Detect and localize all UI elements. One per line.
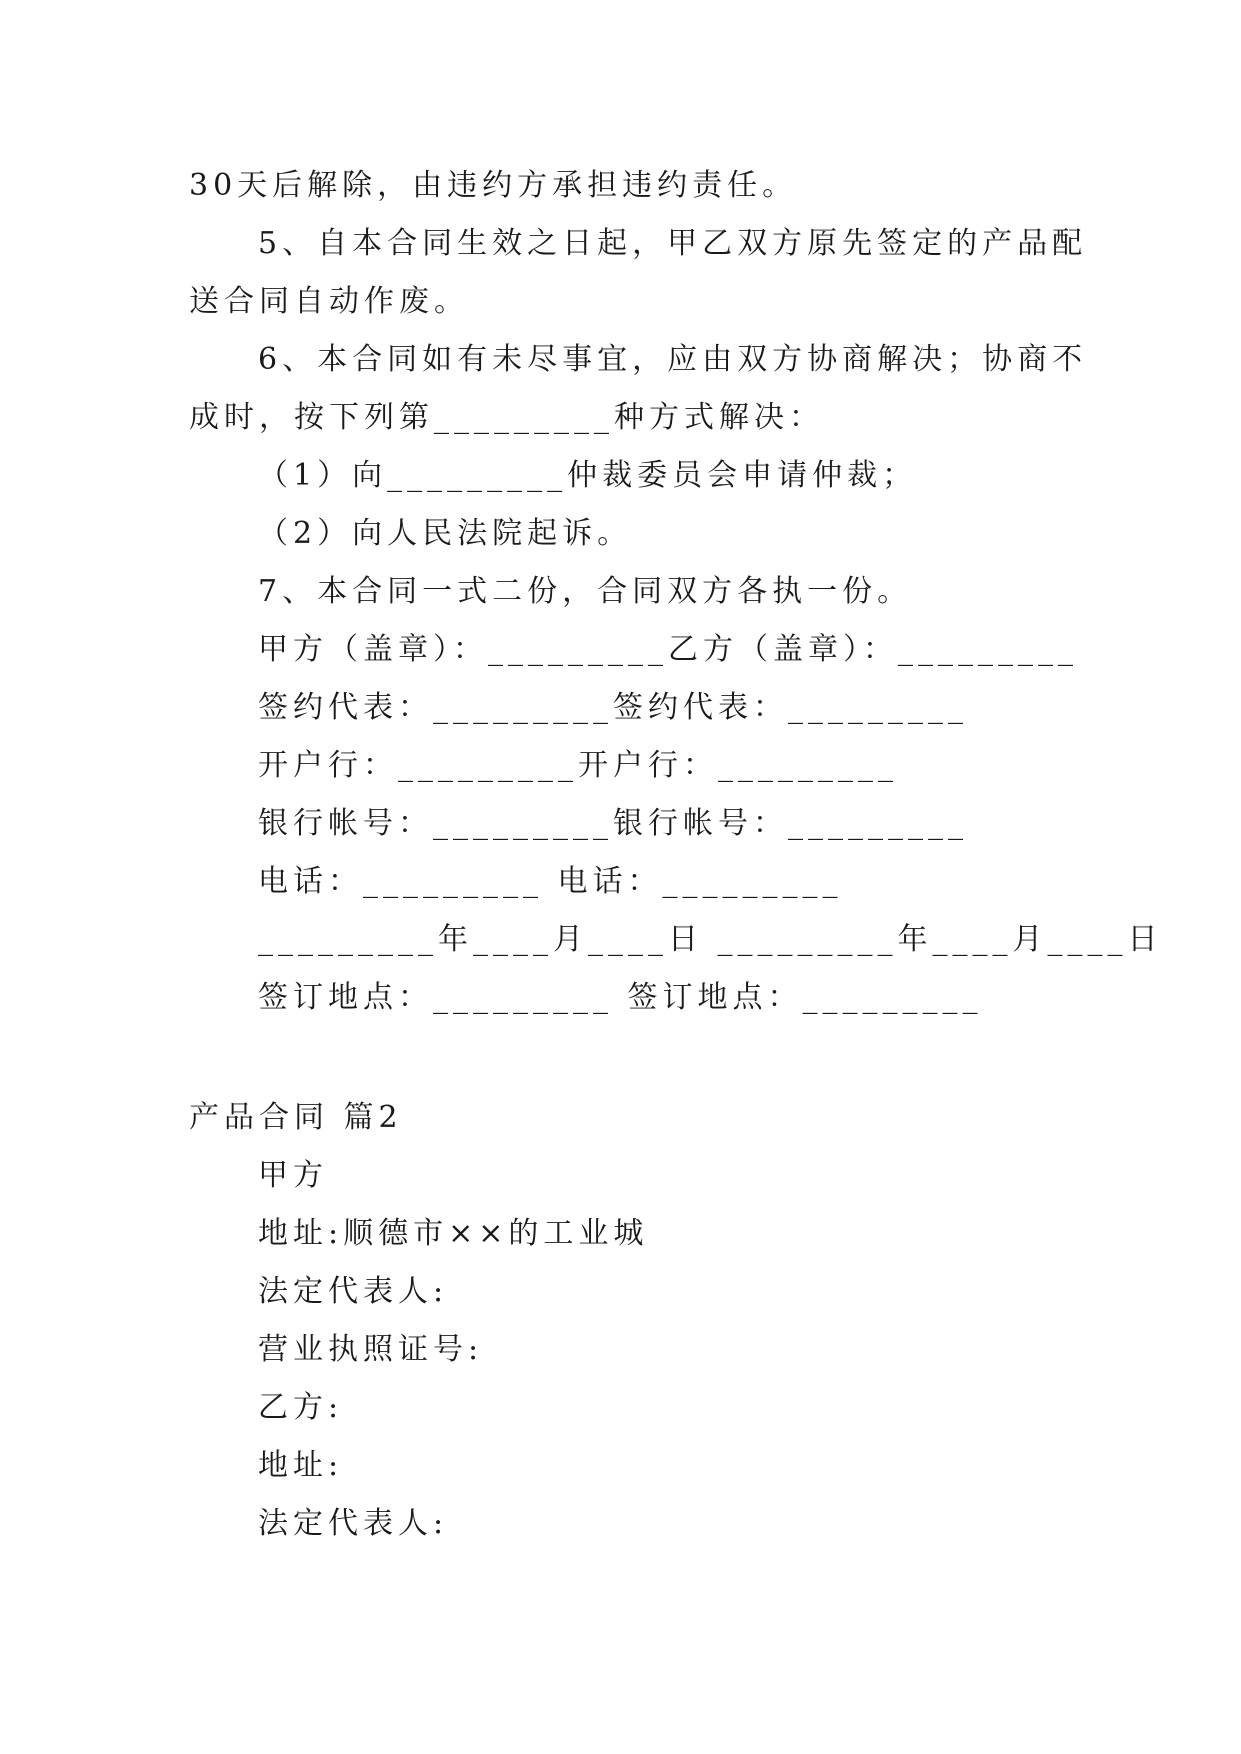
signature-line-place: 签订地点：_________ 签订地点：_________ (258, 980, 983, 1015)
text-line: 营业执照证号: (258, 1332, 484, 1367)
text-line: 送合同自动作废。 (189, 284, 469, 319)
signature-line-date: _________年____月____日 _________年____月____日 (258, 922, 1163, 957)
signature-line-phone: 电话：_________ 电话：_________ (258, 864, 843, 899)
text-line: （1）向_________仲裁委员会申请仲裁； (258, 458, 918, 493)
signature-line-account: 银行帐号：_________银行帐号：_________ (258, 806, 968, 841)
text-line: 法定代表人: (258, 1274, 449, 1309)
text-line: 30天后解除，由违约方承担违约责任。 (189, 168, 798, 203)
signature-line-representative: 签约代表：_________签约代表：_________ (258, 690, 968, 725)
text-line: （2）向人民法院起诉。 (258, 516, 633, 551)
text-line: 地址: (258, 1448, 344, 1483)
text-line: 成时，按下列第_________种方式解决： (189, 400, 824, 435)
text-line: 地址:顺德市××的工业城 (258, 1216, 649, 1251)
signature-line-bank: 开户行：_________开户行：_________ (258, 748, 898, 783)
text-line: 乙方: (258, 1390, 344, 1425)
text-line: 5、自本合同生效之日起，甲乙双方原先签定的产品配 (258, 226, 1088, 261)
signature-line-party: 甲方（盖章）：_________乙方（盖章）：_________ (258, 632, 1078, 667)
text-line: 6、本合同如有未尽事宜，应由双方协商解决；协商不 (258, 342, 1088, 377)
text-line: 甲方 (258, 1158, 328, 1193)
text-line: 7、本合同一式二份，合同双方各执一份。 (258, 574, 913, 609)
section-title: 产品合同 篇2 (189, 1100, 403, 1135)
text-line: 法定代表人: (258, 1506, 449, 1541)
